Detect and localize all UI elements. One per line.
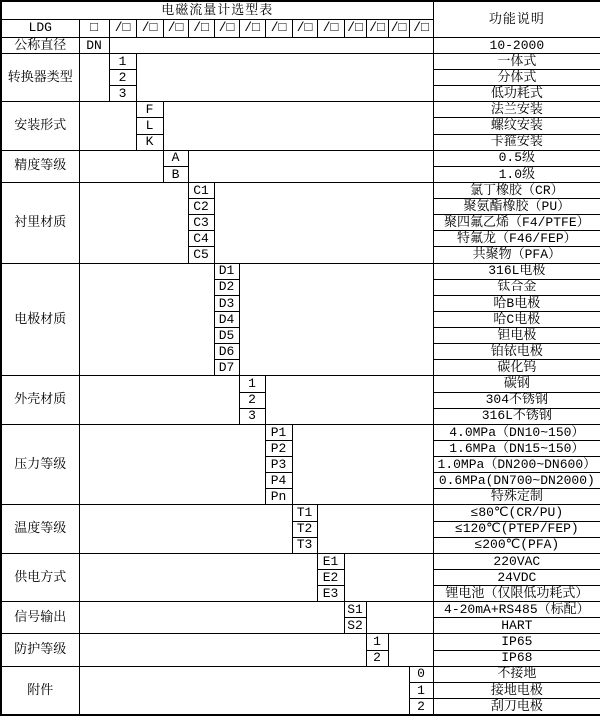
model-code-slot: /□: [239, 19, 265, 37]
desc-cell: 哈C电极: [433, 311, 600, 327]
code-cell: 2: [109, 70, 136, 86]
desc-cell: 螺纹安装: [433, 118, 600, 134]
code-cell: P2: [265, 440, 292, 456]
desc-cell: IP68: [433, 650, 600, 666]
desc-cell: HART: [433, 618, 600, 634]
spacer-cell: [344, 553, 433, 601]
table-row: [1, 53, 600, 69]
spacer-cell: [265, 376, 433, 424]
category-cell: 转换器类型: [1, 53, 79, 101]
desc-cell: 哈B电极: [433, 295, 600, 311]
code-cell: 0: [409, 666, 433, 682]
desc-cell: ≤200℃(PFA): [433, 537, 600, 553]
desc-cell: 法兰安装: [433, 102, 600, 118]
model-code-slot: /□: [188, 19, 214, 37]
code-cell: S2: [344, 618, 366, 634]
desc-cell: 刮刀电极: [433, 698, 600, 715]
model-code-slot: /□: [409, 19, 433, 37]
code-cell: P3: [265, 457, 292, 473]
table-row: [1, 263, 600, 279]
desc-cell: 1.0MPa（DN200~DN600）: [433, 457, 600, 473]
model-code-slot: /□: [292, 19, 317, 37]
code-cell: D5: [214, 328, 239, 344]
spacer-cell: [366, 602, 433, 634]
desc-cell: 碳化钨: [433, 360, 600, 376]
code-cell: K: [136, 134, 163, 150]
table-row: [1, 602, 600, 618]
code-cell: B: [163, 166, 188, 182]
spacer-cell: [79, 505, 292, 553]
category-cell: 温度等级: [1, 505, 79, 553]
spacer-cell: [317, 505, 433, 553]
spacer-cell: [292, 424, 433, 505]
model-code-slot: /□: [214, 19, 239, 37]
table-row: [1, 376, 600, 392]
spacer-cell: [79, 634, 366, 666]
code-cell: 2: [239, 392, 265, 408]
table-row: [1, 666, 600, 682]
code-cell: C3: [188, 215, 214, 231]
function-column-header: 功能说明: [433, 1, 600, 37]
category-cell: 精度等级: [1, 150, 79, 182]
desc-cell: 4.0MPa（DN10~150）: [433, 424, 600, 440]
code-cell: T2: [292, 521, 317, 537]
code-cell: D7: [214, 360, 239, 376]
desc-cell: 24VDC: [433, 569, 600, 585]
spacer-cell: [79, 102, 136, 150]
category-cell: 安装形式: [1, 102, 79, 150]
desc-cell: ≤120℃(PTEP/FEP): [433, 521, 600, 537]
model-code-slot: /□: [163, 19, 188, 37]
category-cell: 防护等级: [1, 634, 79, 666]
table-row: [1, 1, 600, 19]
model-code-slot: /□: [366, 19, 388, 37]
desc-cell: 0.5级: [433, 150, 600, 166]
spacer-cell: [214, 182, 433, 263]
desc-cell: 聚四氟乙烯（F4/PTFE）: [433, 215, 600, 231]
code-cell: 3: [239, 408, 265, 424]
spacer-cell: [136, 53, 433, 101]
spacer-cell: [79, 602, 344, 634]
code-cell: P4: [265, 473, 292, 489]
spacer-cell: [79, 53, 109, 101]
code-cell: 1: [239, 376, 265, 392]
spacer-cell: [79, 182, 188, 263]
table-row: [1, 182, 600, 198]
code-cell: T1: [292, 505, 317, 521]
desc-cell: 聚氨酯橡胶（PU）: [433, 199, 600, 215]
desc-cell: 钛合金: [433, 279, 600, 295]
code-cell: T3: [292, 537, 317, 553]
code-cell: F: [136, 102, 163, 118]
code-cell: L: [136, 118, 163, 134]
code-cell: D1: [214, 263, 239, 279]
code-cell: 3: [109, 86, 136, 102]
desc-cell: 220VAC: [433, 553, 600, 569]
desc-cell: 316L不锈钢: [433, 408, 600, 424]
desc-cell: 特殊定制: [433, 489, 600, 505]
code-cell: C2: [188, 199, 214, 215]
model-box-slot: □: [79, 19, 109, 37]
spacer-cell: [188, 150, 433, 182]
spacer-cell: [163, 102, 433, 150]
desc-cell: 1.0级: [433, 166, 600, 182]
spacer-cell: [239, 263, 433, 376]
table-title: 电磁流量计选型表: [1, 1, 433, 19]
code-cell: 1: [409, 682, 433, 698]
code-cell: D6: [214, 344, 239, 360]
model-code-slot: /□: [317, 19, 344, 37]
category-cell: 电极材质: [1, 263, 79, 376]
desc-cell: 分体式: [433, 70, 600, 86]
category-cell: 公称直径: [1, 37, 79, 53]
desc-cell: IP65: [433, 634, 600, 650]
code-cell: D2: [214, 279, 239, 295]
spacer-cell: [79, 376, 239, 424]
spacer-cell: [79, 424, 265, 505]
desc-cell: 接地电极: [433, 682, 600, 698]
desc-cell: 锂电池（仅限低功耗式）: [433, 586, 600, 602]
desc-cell: 卡箍安装: [433, 134, 600, 150]
code-cell: S1: [344, 602, 366, 618]
model-code-slot: /□: [344, 19, 366, 37]
code-cell: E2: [317, 569, 344, 585]
code-cell: 2: [409, 698, 433, 715]
desc-cell: 0.6MPa(DN700~DN2000): [433, 473, 600, 489]
spacer-cell: [388, 634, 433, 666]
desc-cell: ≤80℃(CR/PU): [433, 505, 600, 521]
category-cell: 附件: [1, 666, 79, 715]
code-cell: C5: [188, 247, 214, 263]
desc-cell: 一体式: [433, 53, 600, 69]
table-row: [1, 505, 600, 521]
code-cell: C4: [188, 231, 214, 247]
desc-cell: 铂铱电极: [433, 344, 600, 360]
desc-cell: 4-20mA+RS485（标配）: [433, 602, 600, 618]
table-row: [1, 424, 600, 440]
desc-cell: 10-2000: [433, 37, 600, 53]
desc-cell: 304不锈钢: [433, 392, 600, 408]
code-cell: D4: [214, 311, 239, 327]
model-prefix: LDG: [1, 19, 79, 37]
model-code-slot: /□: [388, 19, 409, 37]
table-row: [1, 102, 600, 118]
table-row: [1, 634, 600, 650]
desc-cell: 316L电极: [433, 263, 600, 279]
spacer-cell: [79, 666, 409, 715]
category-cell: 信号输出: [1, 602, 79, 634]
code-cell: Pn: [265, 489, 292, 505]
code-cell: A: [163, 150, 188, 166]
category-cell: 供电方式: [1, 553, 79, 601]
spacer-cell: [79, 553, 317, 601]
category-cell: 压力等级: [1, 424, 79, 505]
desc-cell: 不接地: [433, 666, 600, 682]
code-cell: 1: [109, 53, 136, 69]
spacer-cell: [79, 150, 163, 182]
desc-cell: 1.6MPa（DN15~150）: [433, 440, 600, 456]
code-cell: D3: [214, 295, 239, 311]
model-code-slot: /□: [265, 19, 292, 37]
desc-cell: 共聚物（PFA）: [433, 247, 600, 263]
code-cell: E1: [317, 553, 344, 569]
table-row: [1, 150, 600, 166]
code-cell: E3: [317, 586, 344, 602]
spacer-cell: [109, 37, 433, 53]
desc-cell: 特氟龙（F46/FEP）: [433, 231, 600, 247]
category-cell: 衬里材质: [1, 182, 79, 263]
category-cell: 外壳材质: [1, 376, 79, 424]
code-cell: DN: [79, 37, 109, 53]
code-cell: 2: [366, 650, 388, 666]
desc-cell: 低功耗式: [433, 86, 600, 102]
spacer-cell: [79, 263, 214, 376]
model-code-slot: /□: [136, 19, 163, 37]
desc-cell: 氯丁橡胶（CR）: [433, 182, 600, 198]
model-code-slot: /□: [109, 19, 136, 37]
desc-cell: 碳钢: [433, 376, 600, 392]
code-cell: C1: [188, 182, 214, 198]
table-row: [1, 37, 600, 53]
code-cell: P1: [265, 424, 292, 440]
table-row: [1, 553, 600, 569]
desc-cell: 钽电极: [433, 328, 600, 344]
code-cell: 1: [366, 634, 388, 650]
